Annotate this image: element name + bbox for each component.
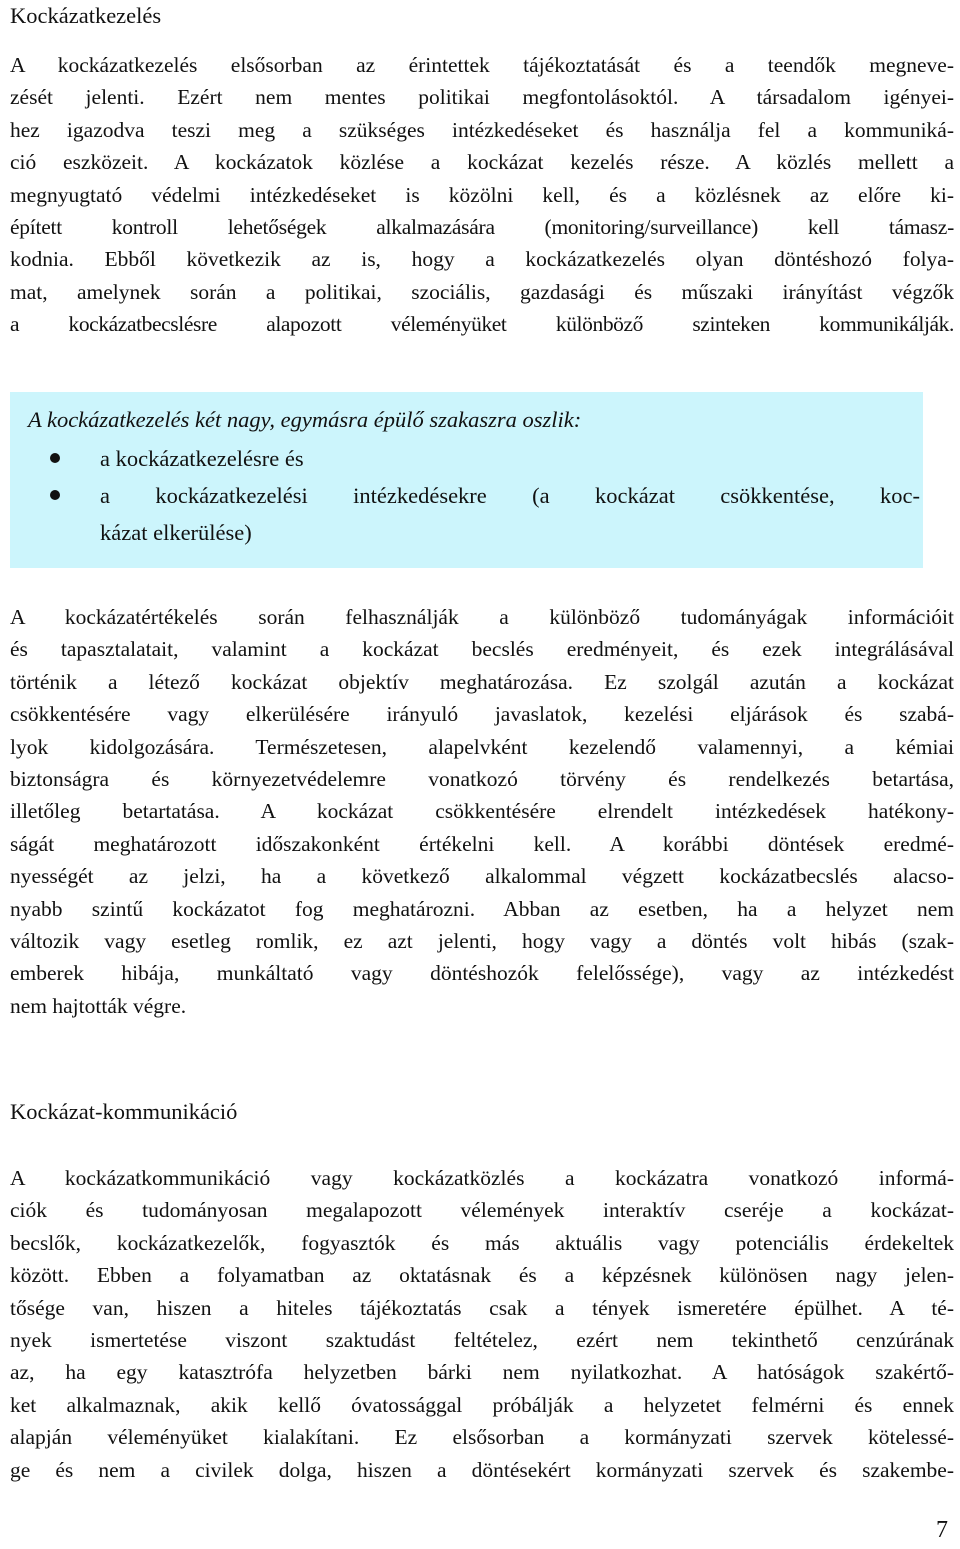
- bullet-icon: [50, 453, 60, 463]
- text-line: változik vagy esetleg romlik, ez azt jelenti, hogy vagy a döntés volt hibás (szak-: [10, 928, 954, 953]
- page-number: 7: [936, 1517, 948, 1543]
- text-line: történik a létező kockázat objektív meghatározása. Ez szolgál azután a kockázat: [10, 669, 954, 694]
- text-line: csökkentésére vagy elkerülésére irányuló javaslatok, kezelési eljárások és szabá-: [10, 702, 954, 727]
- text-line: tősége van, hiszen a hiteles tájékoztatás csak a tények ismeretére épülhet. A té-: [10, 1295, 954, 1320]
- text-line: ció eszközeit. A kockázatok közlése a kockázat kezelés része. A közlés mellett a: [10, 150, 954, 175]
- highlighted-callout-box: [10, 392, 923, 568]
- text-line: ket alkalmaznak, akik kellő óvatossággal próbálják a helyzetet felmérni és ennek: [10, 1392, 954, 1417]
- text-line: a kockázatbecslésre alapozott véleményüket különböző szinteken kommunikálják.: [10, 312, 954, 337]
- text-line: hez igazodva teszi meg a szükséges intézkedéseket és használja fel a kommuniká-: [10, 117, 954, 142]
- risk-assessment-paragraph: [10, 601, 954, 1022]
- risk-communication-paragraph: [10, 1162, 954, 1486]
- text-line: megnyugtató védelmi intézkedéseket is közölni kell, és a közlésnek az előre ki-: [10, 182, 954, 207]
- text-line: nem hajtották végre.: [10, 993, 187, 1018]
- list-item-text: a kockázatkezelésre és: [100, 446, 304, 471]
- section-heading-risk-communication: Kockázat-kommunikáció: [10, 1099, 238, 1124]
- text-line: becslők, kockázatkezelők, fogyasztók és más aktuális vagy potenciális érdekeltek: [10, 1230, 954, 1255]
- text-line: alapján véleményüket kialakítani. Ez elsősorban a kormányzati szervek kötelessé-: [10, 1425, 954, 1450]
- text-line: biztonságra és környezetvédelemre vonatkozó törvény és rendelkezés betartása,: [10, 766, 954, 791]
- text-line: emberek hibája, munkáltató vagy döntéshozók felelőssége), vagy az intézkedést: [10, 961, 954, 986]
- text-line: lyok kidolgozására. Természetesen, alapelvként kezelendő valamennyi, a kémiai: [10, 734, 954, 759]
- text-line: A kockázatértékelés során felhasználják a különböző tudományágak információit: [10, 605, 954, 629]
- text-line: zését jelenti. Ezért nem mentes politikai megfontolásoktól. A társadalom igényei-: [10, 85, 954, 110]
- text-line: A kockázatkezelés elsősorban az érintettek tájékoztatását és a teendők megneve-: [10, 53, 954, 77]
- text-line: kodnia. Ebből következik az is, hogy a kockázatkezelés olyan döntéshozó folya-: [10, 247, 954, 272]
- text-line: ge és nem a civilek dolga, hiszen a döntésekért kormányzati szervek és szakembe-: [10, 1457, 954, 1482]
- text-line: illetőleg betartatása. A kockázat csökkentésére elrendelt intézkedések hatékony-: [10, 799, 954, 824]
- text-line: között. Ebben a folyamatban az oktatásnak és a képzésnek különösen nagy jelen-: [10, 1263, 954, 1288]
- text-line: nyek ismertetése viszont szaktudást feltételez, ezért nem tekinthető cenzúrának: [10, 1327, 954, 1352]
- text-line: ciók és tudományosan megalapozott vélemények interaktív cseréje a kockázat-: [10, 1198, 954, 1223]
- text-line: nyességét az jelzi, ha a következő alkalommal végzett kockázatbecslés alacso-: [10, 864, 954, 889]
- text-line: nyabb szintű kockázatot fog meghatározni. Abban az esetben, ha a helyzet nem: [10, 896, 954, 921]
- text-line: épített kontroll lehetőségek alkalmazására (monitoring/surveillance) kell támasz-: [10, 214, 954, 239]
- callout-intro: A kockázatkezelés két nagy, egymásra épülő szakaszra oszlik:: [28, 407, 582, 432]
- text-line: mat, amelynek során a politikai, szociális, gazdasági és műszaki irányítást végzők: [10, 279, 954, 304]
- risk-management-paragraph: [10, 49, 954, 341]
- section-heading-risk-management: Kockázatkezelés: [10, 3, 162, 28]
- list-item-text: a kockázatkezelési intézkedésekre (a kockázat csökkentése, koc-: [100, 483, 920, 508]
- text-line: az, ha egy katasztrófa helyzetben bárki nem nyilatkozhat. A hatóságok szakértő-: [10, 1360, 954, 1385]
- bullet-icon: [50, 490, 60, 500]
- text-line: és tapasztalatait, valamint a kockázat becslés eredményeit, és ezek integrálásával: [10, 637, 954, 662]
- text-line: A kockázatkommunikáció vagy kockázatközlés a kockázatra vonatkozó informá-: [10, 1166, 954, 1190]
- list-item-text: kázat elkerülése): [100, 520, 252, 545]
- text-line: ságát meghatározott időszakonként értékelni kell. A korábbi döntések eredmé-: [10, 831, 954, 856]
